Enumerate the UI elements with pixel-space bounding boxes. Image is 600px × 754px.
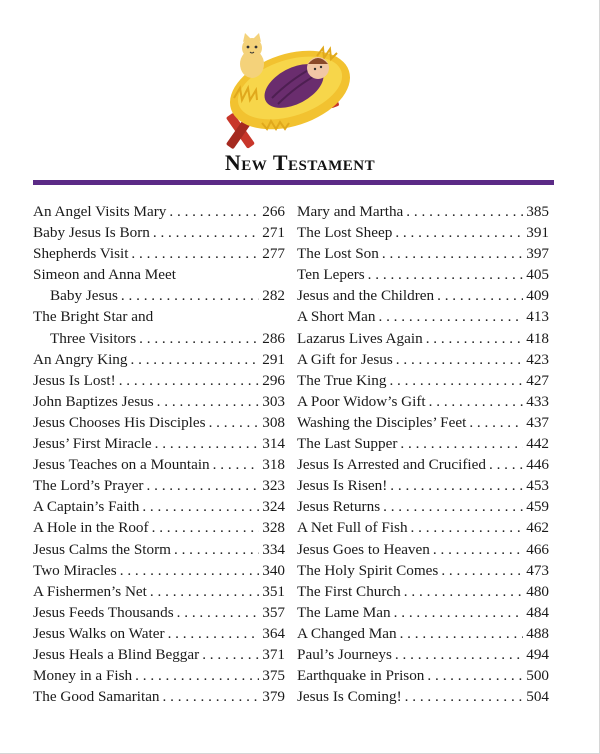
toc-entry-title: The Last Supper bbox=[297, 435, 398, 453]
toc-entry bbox=[297, 433, 549, 454]
toc-entry-page: 308 bbox=[262, 413, 285, 431]
toc-entry-title: Three Visitors bbox=[50, 329, 137, 347]
toc-entry bbox=[33, 644, 285, 665]
toc-entry-title: The Lame Man bbox=[297, 603, 391, 621]
toc-entry bbox=[297, 349, 549, 370]
toc-entry bbox=[33, 243, 285, 264]
toc-entry bbox=[297, 623, 549, 644]
dot-leader bbox=[202, 644, 259, 665]
dot-leader bbox=[168, 623, 260, 644]
toc-entry-page: 405 bbox=[526, 266, 549, 284]
toc-entry bbox=[33, 412, 285, 433]
toc-entry-page: 466 bbox=[526, 540, 549, 558]
toc-entry-page: 413 bbox=[526, 308, 549, 326]
toc-entry-page: 324 bbox=[262, 498, 285, 516]
dot-leader bbox=[429, 391, 524, 412]
toc-entry bbox=[33, 602, 285, 623]
toc-entry-page: 446 bbox=[526, 456, 549, 474]
toc-entry-title: A Fishermen’s Net bbox=[33, 582, 147, 600]
toc-entry bbox=[297, 243, 549, 264]
kitten bbox=[240, 33, 264, 78]
toc-entry-page: 418 bbox=[526, 329, 549, 347]
toc-entry-title: The Lost Sheep bbox=[297, 224, 393, 242]
toc-entry bbox=[33, 623, 285, 644]
toc-entry-title: A Gift for Jesus bbox=[297, 350, 393, 368]
toc-entry-title: Lazarus Lives Again bbox=[297, 329, 423, 347]
dot-leader bbox=[169, 201, 259, 222]
dot-leader bbox=[489, 454, 523, 475]
toc-entry-page: 318 bbox=[262, 456, 285, 474]
toc-entry bbox=[33, 496, 285, 517]
toc-entry bbox=[33, 686, 285, 707]
dot-leader bbox=[383, 496, 523, 517]
toc-entry bbox=[297, 665, 549, 686]
toc-entry-title: Jesus Calms the Storm bbox=[33, 540, 171, 558]
dot-leader bbox=[395, 222, 523, 243]
toc-entry-page: 391 bbox=[526, 224, 549, 242]
toc-entry-title: Money in a Fish bbox=[33, 667, 133, 685]
dot-leader bbox=[396, 349, 523, 370]
dot-leader bbox=[135, 665, 259, 686]
toc-entry-page: 473 bbox=[526, 561, 549, 579]
toc-entry bbox=[297, 328, 549, 349]
toc-entry bbox=[297, 412, 549, 433]
toc-entry-page: 334 bbox=[262, 540, 285, 558]
toc-entry-page: 453 bbox=[526, 477, 549, 495]
dot-leader bbox=[378, 306, 523, 327]
toc-entry-page: 379 bbox=[262, 688, 285, 706]
toc-entry-page: 351 bbox=[262, 582, 285, 600]
toc-entry-title: Paul’s Journeys bbox=[297, 645, 392, 663]
dot-leader bbox=[153, 222, 259, 243]
toc-entry-title: A Poor Widow’s Gift bbox=[297, 392, 426, 410]
toc-entry-title: The Lord’s Prayer bbox=[33, 477, 144, 495]
toc-entry bbox=[33, 581, 285, 602]
dot-leader bbox=[119, 370, 260, 391]
dot-leader bbox=[157, 391, 260, 412]
toc-entry-title: Jesus’ First Miracle bbox=[33, 435, 152, 453]
dot-leader bbox=[390, 475, 523, 496]
toc-entry-title: The First Church bbox=[297, 582, 401, 600]
dot-leader bbox=[441, 560, 523, 581]
toc-entry-page: 364 bbox=[262, 624, 285, 642]
toc-entry-page: 433 bbox=[526, 392, 549, 410]
toc-entry-title: Jesus Is Arrested and Crucified bbox=[297, 456, 486, 474]
dot-leader bbox=[411, 517, 524, 538]
toc-entry-title: Baby Jesus Is Born bbox=[33, 224, 150, 242]
toc-entry-title: The True King bbox=[297, 371, 387, 389]
toc-entry-page: 494 bbox=[526, 645, 549, 663]
toc-entry bbox=[297, 517, 549, 538]
toc-entry-title: Jesus Feeds Thousands bbox=[33, 603, 174, 621]
toc-entry-page: 323 bbox=[262, 477, 285, 495]
toc-entry bbox=[297, 264, 549, 285]
toc-entry bbox=[297, 222, 549, 243]
toc-entry-page: 357 bbox=[262, 603, 285, 621]
toc-entry bbox=[33, 222, 285, 243]
dot-leader bbox=[147, 475, 260, 496]
toc-entry bbox=[33, 433, 285, 454]
toc-column-left bbox=[33, 201, 285, 707]
toc-entry-title: An Angel Visits Mary bbox=[33, 203, 167, 220]
dot-leader bbox=[394, 602, 524, 623]
toc-entry bbox=[297, 370, 549, 391]
dot-leader bbox=[406, 201, 523, 222]
toc-entry-page: 286 bbox=[262, 329, 285, 347]
dot-leader bbox=[426, 328, 524, 349]
toc-entry-page: 271 bbox=[262, 224, 285, 242]
dot-leader bbox=[469, 412, 523, 433]
toc-entry bbox=[33, 349, 285, 370]
dot-leader bbox=[174, 539, 259, 560]
toc-entry bbox=[33, 454, 285, 475]
toc-entry-title: Washing the Disciples’ Feet bbox=[297, 413, 467, 431]
toc-entry-page: 427 bbox=[526, 371, 549, 389]
toc-entry-title: Jesus Walks on Water bbox=[33, 624, 165, 642]
toc-entry-title-line: Simeon and Anna Meet bbox=[33, 266, 176, 284]
toc-entry-title: A Short Man bbox=[297, 308, 376, 326]
toc-entry-page: 371 bbox=[262, 645, 285, 663]
dot-leader bbox=[139, 328, 259, 349]
dot-leader bbox=[150, 581, 259, 602]
toc-entry bbox=[297, 539, 549, 560]
toc-entry-page: 303 bbox=[262, 392, 285, 410]
toc-entry bbox=[297, 560, 549, 581]
toc-entry bbox=[297, 496, 549, 517]
toc-entry-title: Ten Lepers bbox=[297, 266, 365, 284]
dot-leader bbox=[400, 623, 524, 644]
toc-entry-page: 282 bbox=[262, 287, 285, 305]
toc-entry bbox=[297, 686, 549, 707]
toc-entry-page: 409 bbox=[526, 287, 549, 305]
toc-entry-title: Jesus Teaches on a Mountain bbox=[33, 456, 210, 474]
toc-entry bbox=[297, 475, 549, 496]
toc-entry-title: Jesus Is Coming! bbox=[297, 688, 402, 706]
toc-entry bbox=[33, 328, 285, 349]
toc-entry-title: Jesus Goes to Heaven bbox=[297, 540, 430, 558]
dot-leader bbox=[120, 560, 260, 581]
toc-entry-title: The Lost Son bbox=[297, 245, 379, 263]
toc-entry-title: A Changed Man bbox=[297, 624, 397, 642]
dot-leader bbox=[405, 686, 524, 707]
toc-entry-page: 328 bbox=[262, 519, 285, 537]
toc-entry-title: Jesus Returns bbox=[297, 498, 381, 516]
toc-entry-page: 484 bbox=[526, 603, 549, 621]
toc-entry bbox=[33, 517, 285, 538]
toc-entry-title: The Good Samaritan bbox=[33, 688, 160, 706]
dot-leader bbox=[131, 243, 259, 264]
dot-leader bbox=[395, 644, 523, 665]
toc-entry-page: 480 bbox=[526, 582, 549, 600]
toc-entry bbox=[297, 602, 549, 623]
dot-leader bbox=[427, 665, 523, 686]
dot-leader bbox=[177, 602, 260, 623]
dot-leader bbox=[209, 412, 260, 433]
toc-entry-page: 437 bbox=[526, 413, 549, 431]
toc-entry bbox=[33, 391, 285, 412]
dot-leader bbox=[400, 433, 523, 454]
toc-entry-page: 277 bbox=[262, 245, 285, 263]
toc-entry-page: 385 bbox=[526, 203, 549, 220]
toc-entry-page: 423 bbox=[526, 350, 549, 368]
toc-entry-page: 340 bbox=[262, 561, 285, 579]
toc-column-right bbox=[297, 201, 549, 707]
dot-leader bbox=[437, 285, 523, 306]
toc-entry-page: 462 bbox=[526, 519, 549, 537]
toc-entry-page: 488 bbox=[526, 624, 549, 642]
toc-entry-title: Jesus Chooses His Disciples bbox=[33, 413, 206, 431]
toc-entry bbox=[297, 391, 549, 412]
toc-entry bbox=[297, 581, 549, 602]
toc-entry-page: 397 bbox=[526, 245, 549, 263]
toc-entry-title: Jesus Is Risen! bbox=[297, 477, 388, 495]
toc-entry-title: Baby Jesus bbox=[50, 287, 118, 305]
toc-entry-page: 314 bbox=[262, 435, 285, 453]
toc-entry-title: Two Miracles bbox=[33, 561, 117, 579]
toc-entry bbox=[33, 475, 285, 496]
toc-entry-page: 459 bbox=[526, 498, 549, 516]
dot-leader bbox=[155, 433, 260, 454]
toc-entry-page: 504 bbox=[526, 688, 549, 706]
dot-leader bbox=[152, 517, 260, 538]
toc-entry bbox=[297, 201, 549, 222]
toc-entry bbox=[297, 285, 549, 306]
dot-leader bbox=[163, 686, 260, 707]
toc-entry bbox=[297, 306, 549, 327]
toc-entry-page: 291 bbox=[262, 350, 285, 368]
toc-entry-title: Earthquake in Prison bbox=[297, 667, 425, 685]
toc-entry bbox=[33, 560, 285, 581]
toc-entry-page: 442 bbox=[526, 435, 549, 453]
toc-entry bbox=[33, 539, 285, 560]
toc-entry-page: 375 bbox=[262, 667, 285, 685]
toc-entry-title: Mary and Martha bbox=[297, 203, 404, 220]
toc-entry-title: Jesus Is Lost! bbox=[33, 371, 116, 389]
page-title: New Testament bbox=[224, 150, 376, 175]
dot-leader bbox=[382, 243, 523, 264]
toc-entry-title: A Hole in the Roof bbox=[33, 519, 149, 537]
toc-entry bbox=[33, 370, 285, 391]
toc-entry-page: 296 bbox=[262, 371, 285, 389]
toc-entry bbox=[33, 285, 285, 306]
dot-leader bbox=[121, 285, 259, 306]
toc-entry bbox=[33, 201, 285, 222]
toc-entry bbox=[297, 454, 549, 475]
manger-illustration bbox=[222, 28, 357, 153]
toc-entry-title: Jesus Heals a Blind Beggar bbox=[33, 645, 200, 663]
dot-leader bbox=[131, 349, 260, 370]
toc-entry-title-line: The Bright Star and bbox=[33, 308, 154, 326]
dot-leader bbox=[142, 496, 259, 517]
toc-entry-title: The Holy Spirit Comes bbox=[297, 561, 439, 579]
title-rule bbox=[33, 180, 554, 185]
toc-entry-title: Shepherds Visit bbox=[33, 245, 129, 263]
toc-entry-title: Jesus and the Children bbox=[297, 287, 435, 305]
toc-entry-title: A Net Full of Fish bbox=[297, 519, 408, 537]
toc-entry bbox=[33, 665, 285, 686]
dot-leader bbox=[404, 581, 523, 602]
toc-entry-title: An Angry King bbox=[33, 350, 128, 368]
toc-entry-title: A Captain’s Faith bbox=[33, 498, 140, 516]
dot-leader bbox=[213, 454, 260, 475]
dot-leader bbox=[433, 539, 523, 560]
dot-leader bbox=[389, 370, 523, 391]
dot-leader bbox=[368, 264, 524, 285]
toc-entry-title: John Baptizes Jesus bbox=[33, 392, 154, 410]
toc-entry-page: 500 bbox=[526, 667, 549, 685]
toc-entry-page: 266 bbox=[262, 203, 285, 220]
toc-entry bbox=[297, 644, 549, 665]
